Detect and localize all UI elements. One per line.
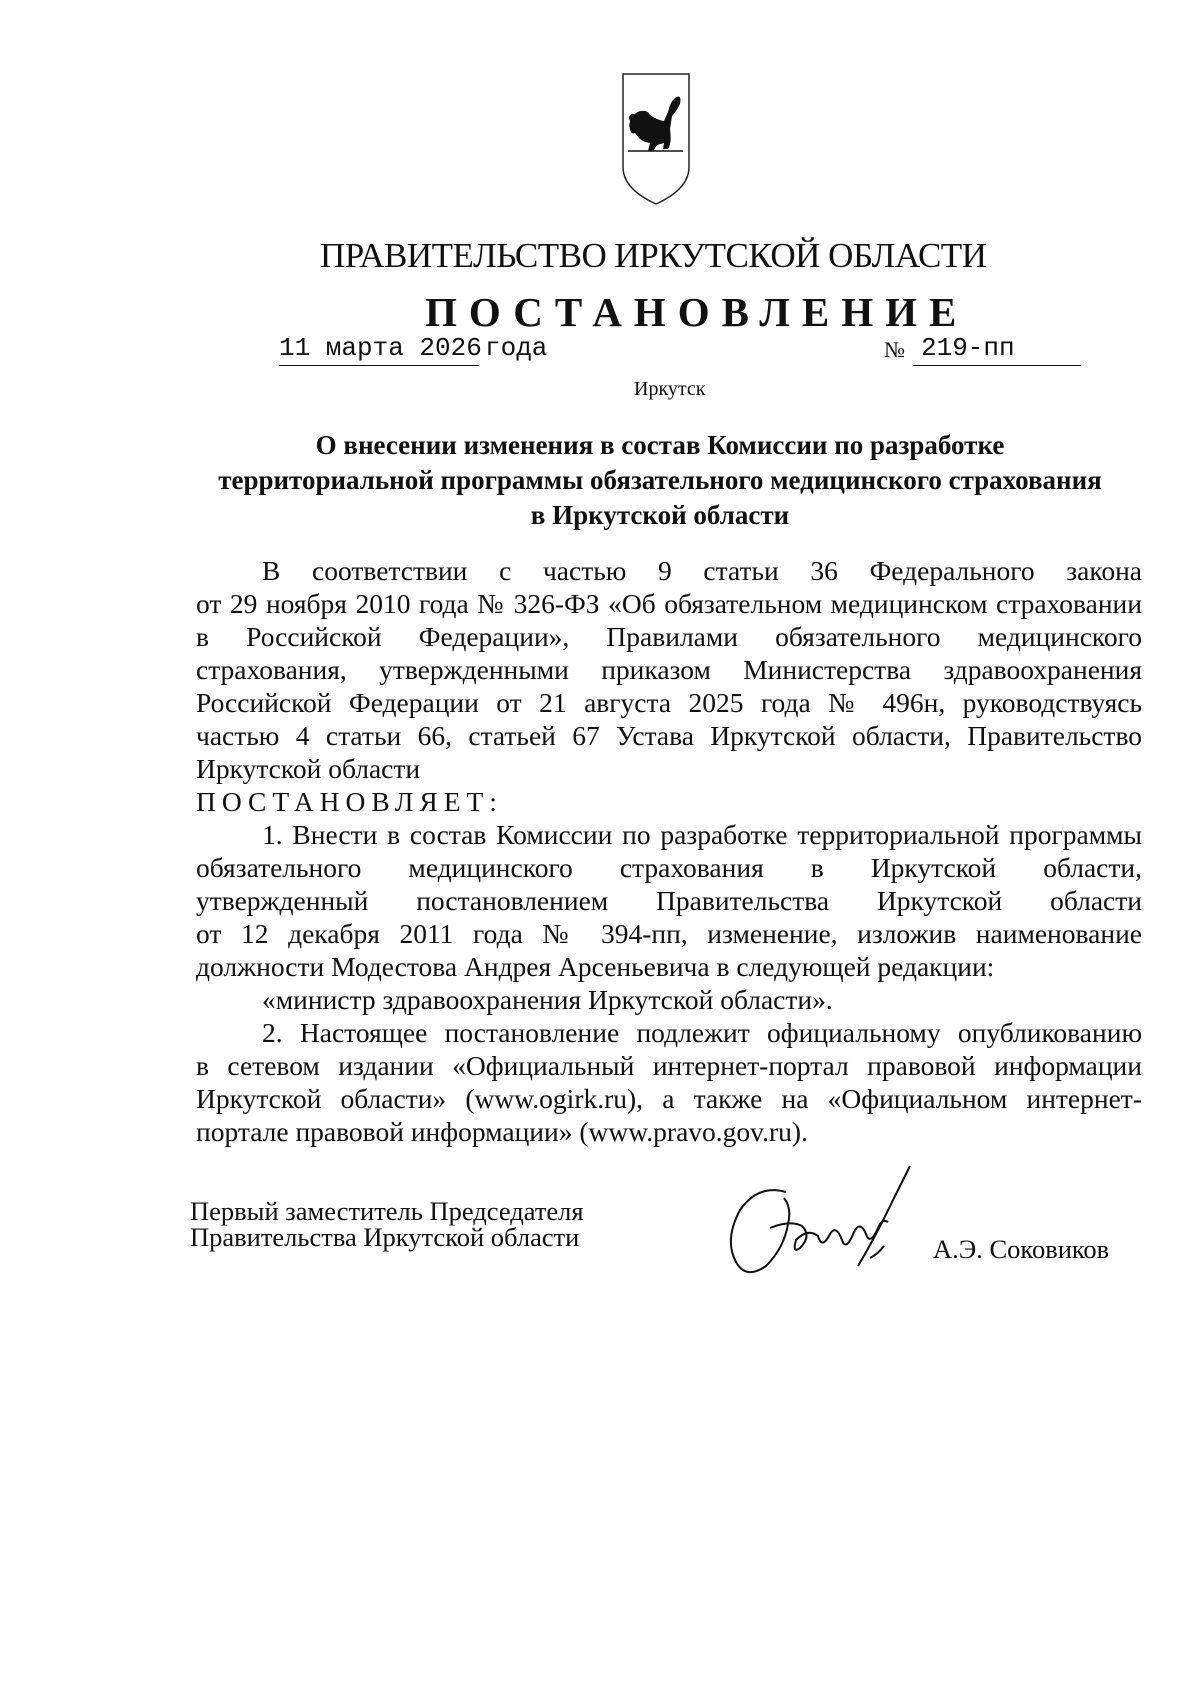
- position-line: Правительства Иркутской области: [190, 1222, 580, 1252]
- body-line: в сетевом издании «Официальный интернет-портал правовой информации: [196, 1050, 1142, 1081]
- document-date: 11 марта 2026: [279, 333, 479, 366]
- body-line: от 12 декабря 2011 года № 394-пп, изменение, изложив наименование: [196, 918, 1142, 949]
- document-number: 219-пп: [913, 333, 1081, 366]
- body-line: Иркутской области» (www.ogirk.ru), а также на «Официальном интернет-: [196, 1083, 1142, 1114]
- body-line: портале правовой информации» (www.pravo.gov.ru).: [196, 1116, 808, 1147]
- body-line: страхования, утвержденными приказом Министерства здравоохранения: [196, 654, 1142, 685]
- body-line: частью 4 статьи 66, статьей 67 Устава Иркутской области, Правительство: [196, 720, 1142, 751]
- handwritten-signature: [718, 1162, 938, 1292]
- body-line: должности Модестова Андрея Арсеньевича в следующей редакции:: [196, 951, 995, 982]
- government-name: ПРАВИТЕЛЬСТВО ИРКУТСКОЙ ОБЛАСТИ: [320, 236, 987, 275]
- date-number-line: [279, 333, 1079, 373]
- document-type: ПОСТАНОВЛЕНИЕ: [425, 289, 969, 335]
- document-body: [196, 554, 1142, 1148]
- title-line: в Иркутской области: [530, 500, 790, 530]
- body-line: 1. Внести в состав Комиссии по разработке территориальной программы: [262, 819, 1142, 850]
- body-line: обязательного медицинского страхования в Иркутской области,: [196, 852, 1142, 883]
- resolves-word: ПОСТАНОВЛЯЕТ:: [196, 786, 503, 817]
- body-line: от 29 ноября 2010 года № 326-ФЗ «Об обязательном медицинском страховании: [196, 588, 1142, 619]
- title-line: О внесении изменения в состав Комиссии по разработке: [315, 430, 1005, 460]
- body-line: В соответствии с частью 9 статьи 36 Федерального закона: [262, 555, 1142, 586]
- body-line: в Российской Федерации», Правилами обязательного медицинского: [196, 621, 1142, 652]
- body-quote: «министр здравоохранения Иркутской области».: [262, 984, 833, 1015]
- coat-of-arms-icon: [619, 71, 693, 207]
- signer-name: А.Э. Соковиков: [933, 1234, 1110, 1264]
- body-line: утвержденный постановлением Правительства Иркутской области: [196, 885, 1142, 916]
- position-line: Первый заместитель Председателя: [190, 1196, 584, 1226]
- date-suffix: года: [485, 333, 548, 363]
- city: Иркутск: [634, 378, 706, 400]
- signer-position: [190, 1198, 584, 1250]
- title-line: территориальной программы обязательного медицинского страхования: [218, 465, 1102, 495]
- number-sign: №: [884, 337, 905, 362]
- body-line: 2. Настоящее постановление подлежит официальному опубликованию: [262, 1017, 1142, 1048]
- body-line: Российской Федерации от 21 августа 2025 года № 496н, руководствуясь: [196, 687, 1142, 718]
- document-title: [190, 428, 1130, 533]
- body-line: Иркутской области: [196, 753, 421, 784]
